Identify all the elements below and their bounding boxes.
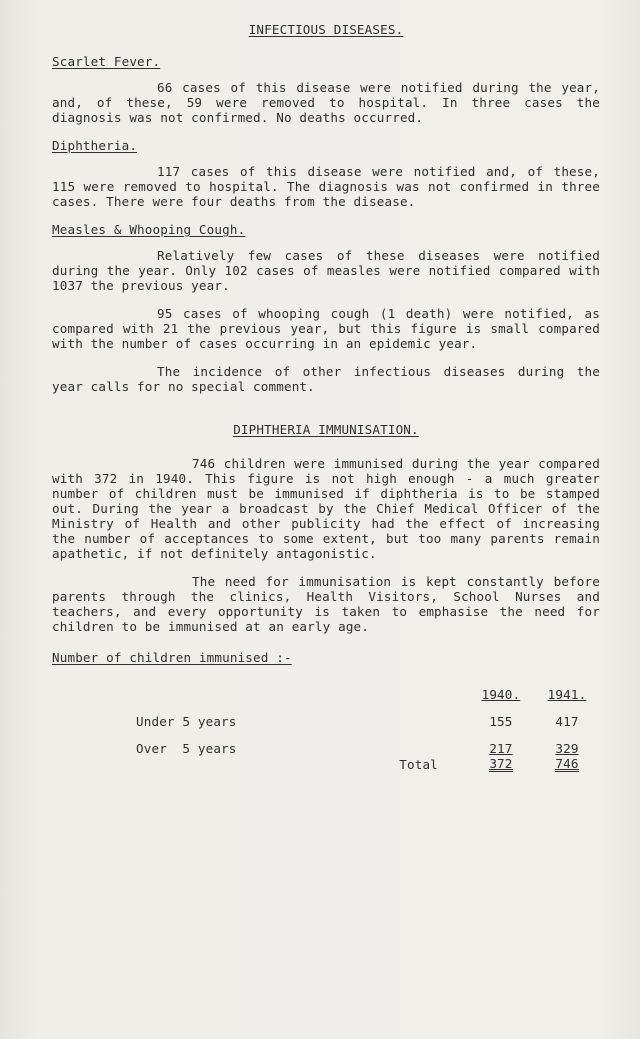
cell-value: 155	[489, 714, 513, 729]
page-title: INFECTIOUS DISEASES.	[248, 22, 404, 37]
heading-scarlet-fever: Scarlet Fever.	[52, 54, 161, 69]
year-1940-header: 1940.	[481, 687, 521, 702]
table-row	[52, 702, 600, 729]
cell-value: 417	[555, 714, 579, 729]
immunisation-table	[52, 675, 600, 772]
section-title-immunisation: DIPHTHERIA IMMUNISATION.	[233, 422, 419, 437]
total-1940: 372	[489, 756, 513, 771]
table-total-row	[52, 756, 600, 772]
table-row	[52, 729, 600, 756]
total-label: Total	[399, 757, 438, 772]
table-caption: Number of children immunised :-	[52, 650, 292, 665]
paragraph-measles: Relatively few cases of these diseases were notified during the year. Only 102 cases of measles were notified compared with 1037 the previous year.	[52, 248, 600, 293]
heading-diphtheria: Diphtheria.	[52, 138, 138, 153]
cell-value: 217	[489, 741, 513, 756]
total-1941: 746	[555, 756, 579, 771]
paragraph-whooping-cough: 95 cases of whooping cough (1 death) were notified, as compared with 21 the previous year, but this figure is small compared with the number of cases occurring in an epidemic year.	[52, 306, 600, 351]
table-header-row	[52, 675, 600, 702]
paragraph-immunisation-1: 746 children were immunised during the year compared with 372 in 1940. This figure is not high enough - a much greater number of children must be immunised if diphtheria is to be stamped out. During the year a broadcast by the Chief Medical Officer of the Ministry of Health and other publicity had the effect of increasing the number of acceptances to some extent, but too many parents remain apathetic, if not definitely antagonistic.	[52, 456, 600, 561]
year-1941-header: 1941.	[547, 687, 587, 702]
paragraph-immunisation-2: The need for immunisation is kept constantly before parents through the clinics, Health Visitors, School Nurses and teachers, and every opportunity is taken to emphasise the need for children to be immunised at an early age.	[52, 574, 600, 634]
cell-value: 329	[555, 741, 579, 756]
document-body	[52, 22, 600, 772]
paragraph-scarlet-fever: 66 cases of this disease were notified during the year, and, of these, 59 were removed to hospital. In three cases the diagnosis was not confirmed. No deaths occurred.	[52, 80, 600, 125]
paragraph-diphtheria: 117 cases of this disease were notified and, of these, 115 were removed to hospital. The diagnosis was not confirmed in three cases. There were four deaths from the disease.	[52, 164, 600, 209]
heading-measles-whooping-cough: Measles & Whooping Cough.	[52, 222, 246, 237]
row-label: Under 5 years	[136, 714, 237, 729]
paragraph-other-diseases: The incidence of other infectious diseases during the year calls for no special comment.	[52, 364, 600, 394]
row-label: Over 5 years	[136, 741, 237, 756]
